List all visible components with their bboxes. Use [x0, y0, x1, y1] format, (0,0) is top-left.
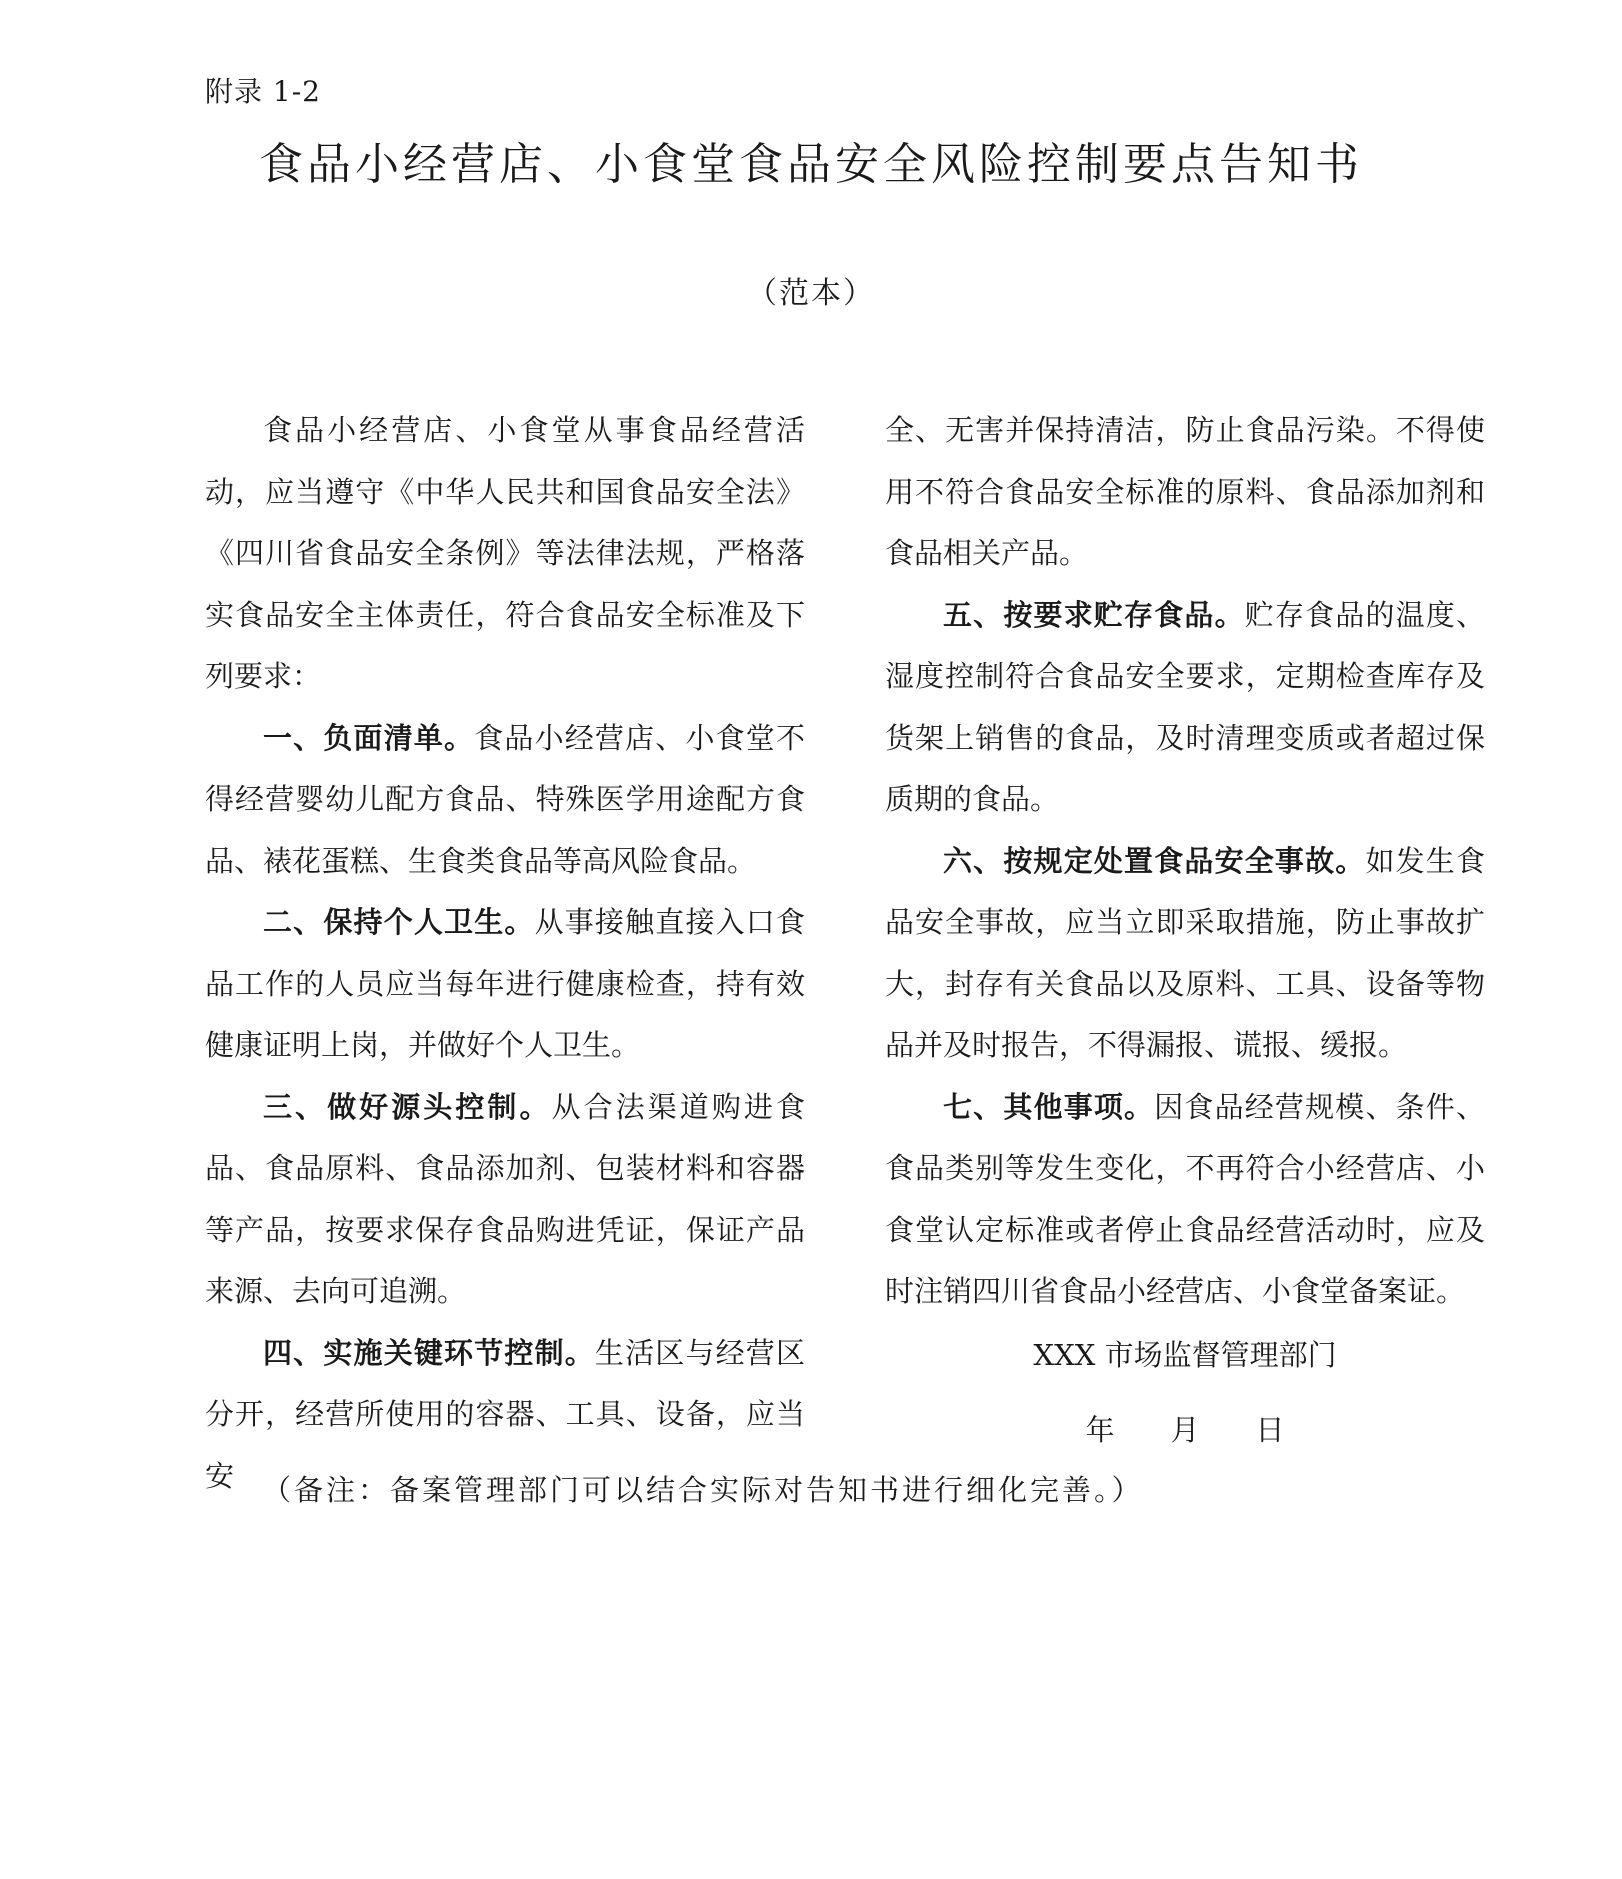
section-4-heading: 四、实施关键环节控制。: [263, 1335, 595, 1370]
signature-month: 月: [1170, 1413, 1200, 1447]
section-2-body: 从事接触直接入口食品工作的人员应当每年进行健康检查，持有效健康证明上岗，并做好个人卫生。: [205, 905, 805, 1062]
section-2: [205, 892, 805, 1077]
section-6-heading: 六、按规定处置食品安全事故。: [943, 843, 1366, 878]
left-column: [205, 400, 805, 1507]
section-6: [885, 831, 1485, 1077]
section-7: [885, 1077, 1485, 1323]
section-4-body: 生活区与经营区分开，经营所使用的容器、工具、设备，应当安: [205, 1335, 805, 1493]
document-subtitle: （范本）: [747, 276, 875, 311]
signature-year: 年: [1085, 1413, 1115, 1447]
section-5-heading: 五、按要求贮存食品。: [943, 597, 1245, 632]
section-1-body: 食品小经营店、小食堂不得经营婴幼儿配方食品、特殊医学用途配方食品、裱花蛋糕、生食类食品等高风险食品。: [205, 720, 805, 878]
section-3: [205, 1077, 805, 1323]
section-7-heading: 七、其他事项。: [943, 1089, 1155, 1124]
section-1: [205, 708, 805, 893]
section-7-body: 因食品经营规模、条件、食品类别等发生变化，不再符合小经营店、小食堂认定标准或者停止食品经营活动时，应及时注销四川省食品小经营店、小食堂备案证。: [885, 1089, 1485, 1308]
section-6-body: 如发生食品安全事故，应当立即采取措施，防止事故扩大，封存有关食品以及原料、工具、设备等物品并及时报告，不得漏报、谎报、缓报。: [885, 843, 1485, 1062]
section-5: [885, 585, 1485, 831]
section-5-body: 贮存食品的温度、湿度控制符合食品安全要求，定期检查库存及货架上销售的食品，及时清理变质或者超过保质期的食品。: [885, 597, 1485, 816]
intro-paragraph: 食品小经营店、小食堂从事食品经营活动，应当遵守《中华人民共和国食品安全法》《四川省食品安全条例》等法律法规，严格落实食品安全主体责任，符合食品安全标准及下列要求：: [205, 413, 805, 693]
section-2-heading: 二、保持个人卫生。: [263, 905, 535, 939]
document-title: 食品小经营店、小食堂食品安全风险控制要点告知书: [259, 139, 1363, 190]
remark-note: （备注：备案管理部门可以结合实际对告知书进行细化完善。）: [262, 1473, 1144, 1507]
section-3-heading: 三、做好源头控制。: [263, 1089, 552, 1124]
signature-day: 日: [1255, 1413, 1285, 1447]
right-column: [885, 400, 1485, 1462]
section-1-heading: 一、负面清单。: [263, 720, 475, 755]
appendix-label: 附录 1-2: [205, 75, 321, 108]
section-4-continued: 全、无害并保持清洁，防止食品污染。不得使用不符合食品安全标准的原料、食品添加剂和食品相关产品。: [885, 413, 1485, 570]
signature-organization: XXX 市场监督管理部门: [1033, 1337, 1337, 1372]
section-3-body: 从合法渠道购进食品、食品原料、食品添加剂、包装材料和容器等产品，按要求保存食品购进凭证，保证产品来源、去向可追溯。: [205, 1089, 805, 1308]
signature-date: [885, 1400, 1485, 1462]
